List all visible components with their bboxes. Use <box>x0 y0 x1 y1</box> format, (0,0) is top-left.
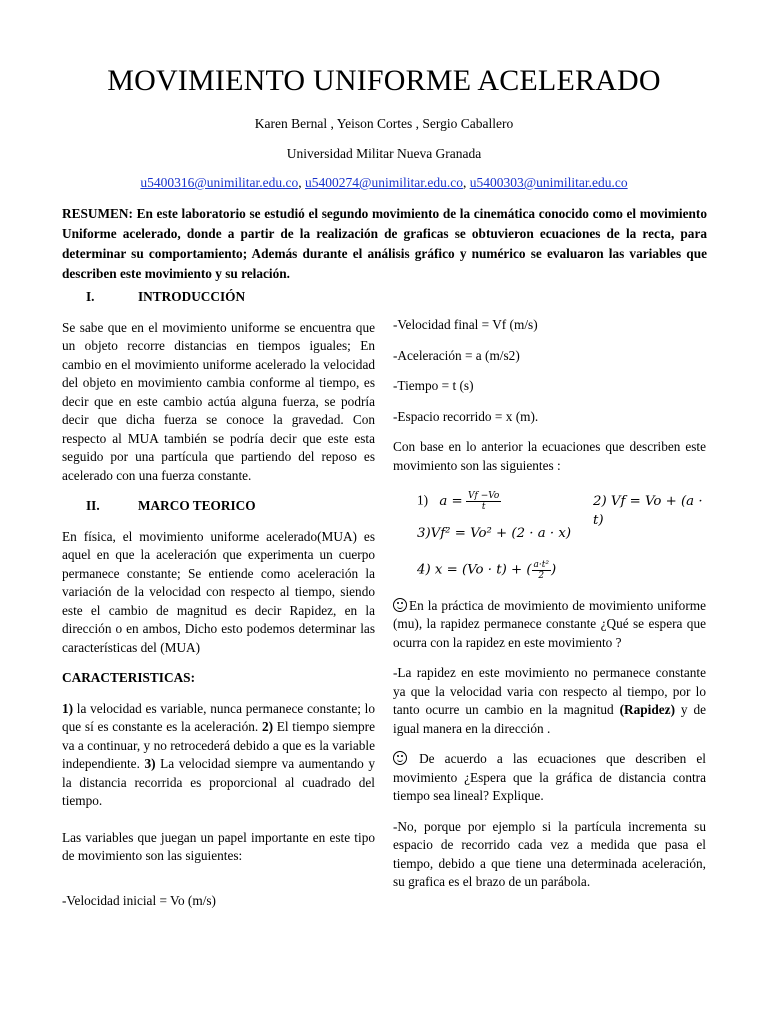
paper-title: MOVIMIENTO UNIFORME ACELERADO <box>107 64 661 97</box>
equation-3: 3)Vf² = Vo² + (2 · a · x) <box>417 526 572 541</box>
equation-4-fraction <box>532 560 551 581</box>
answer-1 <box>393 664 706 738</box>
author-list: Karen Bernal , Yeison Cortes , Sergio Caballero <box>254 116 514 131</box>
equation-4-lhs: 4) x = (Vo · t) + ( <box>417 562 532 578</box>
section-title: INTRODUCCIÓN <box>138 289 246 304</box>
fraction-numerator: a·t² <box>533 559 549 570</box>
intro-paragraph: Se sabe que en el movimiento uniforme se encuentra que un objeto recorre distancias en tiempos iguales; En cambio en el movimiento uniforme acelerado la velocidad del objeto en movimiento cambia conforme al tiempo, es decir que en este cambio actúa alguna fuerza, se podría decir que dicha fuerza se conoce la gravedad. Con respecto al MUA también se podría decir que este esta seguido por una partícula que partiendo del reposo es acelerado con una fuerza constante. <box>62 319 375 483</box>
abstract: RESUMEN: En este laboratorio se estudió el segundo movimiento de la cinemática conocido como el movimiento Uniforme acelerado, donde a partir de la realización de graficas se obtuvieron ecuaciones de la recta, para determinar su comportamiento; Además durante el análisis gráfico y numérico se evaluaron las variables que describen este movimiento y su relación. <box>62 206 707 281</box>
question-2 <box>393 750 706 806</box>
item-number: 3) <box>144 756 156 771</box>
item-text: La velocidad siempre va aumentando y la distancia recorrida es proporcional al cuadrado del tiempo. <box>62 756 375 808</box>
smiley-icon <box>393 598 407 612</box>
email-link[interactable]: u5400316@unimilitar.edu.co <box>140 175 299 190</box>
section-number: I. <box>86 289 95 304</box>
section-heading-marco <box>62 497 375 516</box>
variable-item: -Velocidad final = Vf (m/s) <box>393 317 538 332</box>
question-1 <box>393 597 706 653</box>
answer-2: -No, porque por ejemplo si la partícula incrementa su espacio de recorrido cada vez a medida que pasa el tiempo, debido a que tiene una determinada aceleración, su grafica es el brazo de un parábola. <box>393 818 706 889</box>
variable-item: -Tiempo = t (s) <box>393 378 474 393</box>
answer-text: y de igual manera en la dirección . <box>393 702 706 736</box>
question-text: De acuerdo a las ecuaciones que describen el movimiento ¿Espera que la gráfica de distancia contra tiempo sea lineal? Explique. <box>393 751 706 803</box>
affiliation: Universidad Militar Nueva Granada <box>286 146 482 161</box>
right-column <box>393 316 706 904</box>
answer-text: -La rapidez en este movimiento no permanece constante ya que la velocidad varia con respecto al tiempo, por lo tanto ocurre un cambio en la magnitud <box>393 665 706 717</box>
marco-paragraph: En física, el movimiento uniforme acelerado(MUA) es aquel en que la aceleración que experimenta un cuerpo permanece constante; Se entiende como aceleración la variación de la velocidad con respecto al tiempo, siendo este el cambio de magnitud es decir Rapidez, en la dirección o en ambos, Dicho esto podemos determinar las características del (MUA) <box>62 528 375 655</box>
section-title: MARCO TEORICO <box>138 498 256 513</box>
variable-item: -Aceleración = a (m/s2) <box>393 347 520 363</box>
email-separator: , <box>298 175 306 190</box>
left-column <box>62 288 375 922</box>
item-number: 1) <box>62 700 74 716</box>
equation-row <box>417 491 706 528</box>
email-link[interactable]: u5400303@unimilitar.edu.co <box>469 175 628 190</box>
fraction-denominator: 2 <box>538 570 545 581</box>
variables-intro: Las variables que juegan un papel importante en este tipo de movimiento son las siguientes: <box>62 829 375 863</box>
equation-label: 1) <box>417 492 429 508</box>
section-heading-intro <box>62 288 375 307</box>
variable-item: -Espacio recorrido = x (m). <box>393 408 539 424</box>
caracteristicas-title: CARACTERISTICAS: <box>62 670 195 685</box>
item-text: El tiempo siempre va a continuar, y no retrocederá debido a que es la variable independiente. <box>62 719 376 771</box>
caracteristicas-list <box>62 700 375 811</box>
equation-2: 2) Vf = Vo + (a · t) <box>593 494 703 528</box>
variable-item: -Velocidad inicial = Vo (m/s) <box>62 892 216 908</box>
equations-intro: Con base en lo anterior la ecuaciones que describen este movimiento son las siguientes : <box>393 439 706 473</box>
section-number: II. <box>86 498 100 513</box>
equation-1-lhs: a = <box>439 493 463 509</box>
equation-row <box>417 560 706 581</box>
email-link[interactable]: u5400274@unimilitar.edu.co <box>305 175 463 190</box>
item-text: la velocidad es variable, nunca permanece constante; lo que sí es constante es la aceleración. <box>62 700 375 734</box>
email-list <box>0 175 768 191</box>
smiley-icon <box>393 751 407 765</box>
item-number: 2) <box>261 719 274 734</box>
fraction-numerator: Vf −Vo <box>468 491 500 501</box>
question-text: En la práctica de movimiento de movimiento uniforme (mu), la rapidez permanece constante ¿Qué se espera que ocurra con la rapidez en este movimiento ? <box>393 597 706 650</box>
equation-1-fraction <box>466 491 501 512</box>
fraction-denominator: t <box>481 502 486 512</box>
answer-bold: (Rapidez) <box>619 702 676 717</box>
email-separator: , <box>462 175 470 190</box>
equation-4-close: ) <box>551 562 557 578</box>
